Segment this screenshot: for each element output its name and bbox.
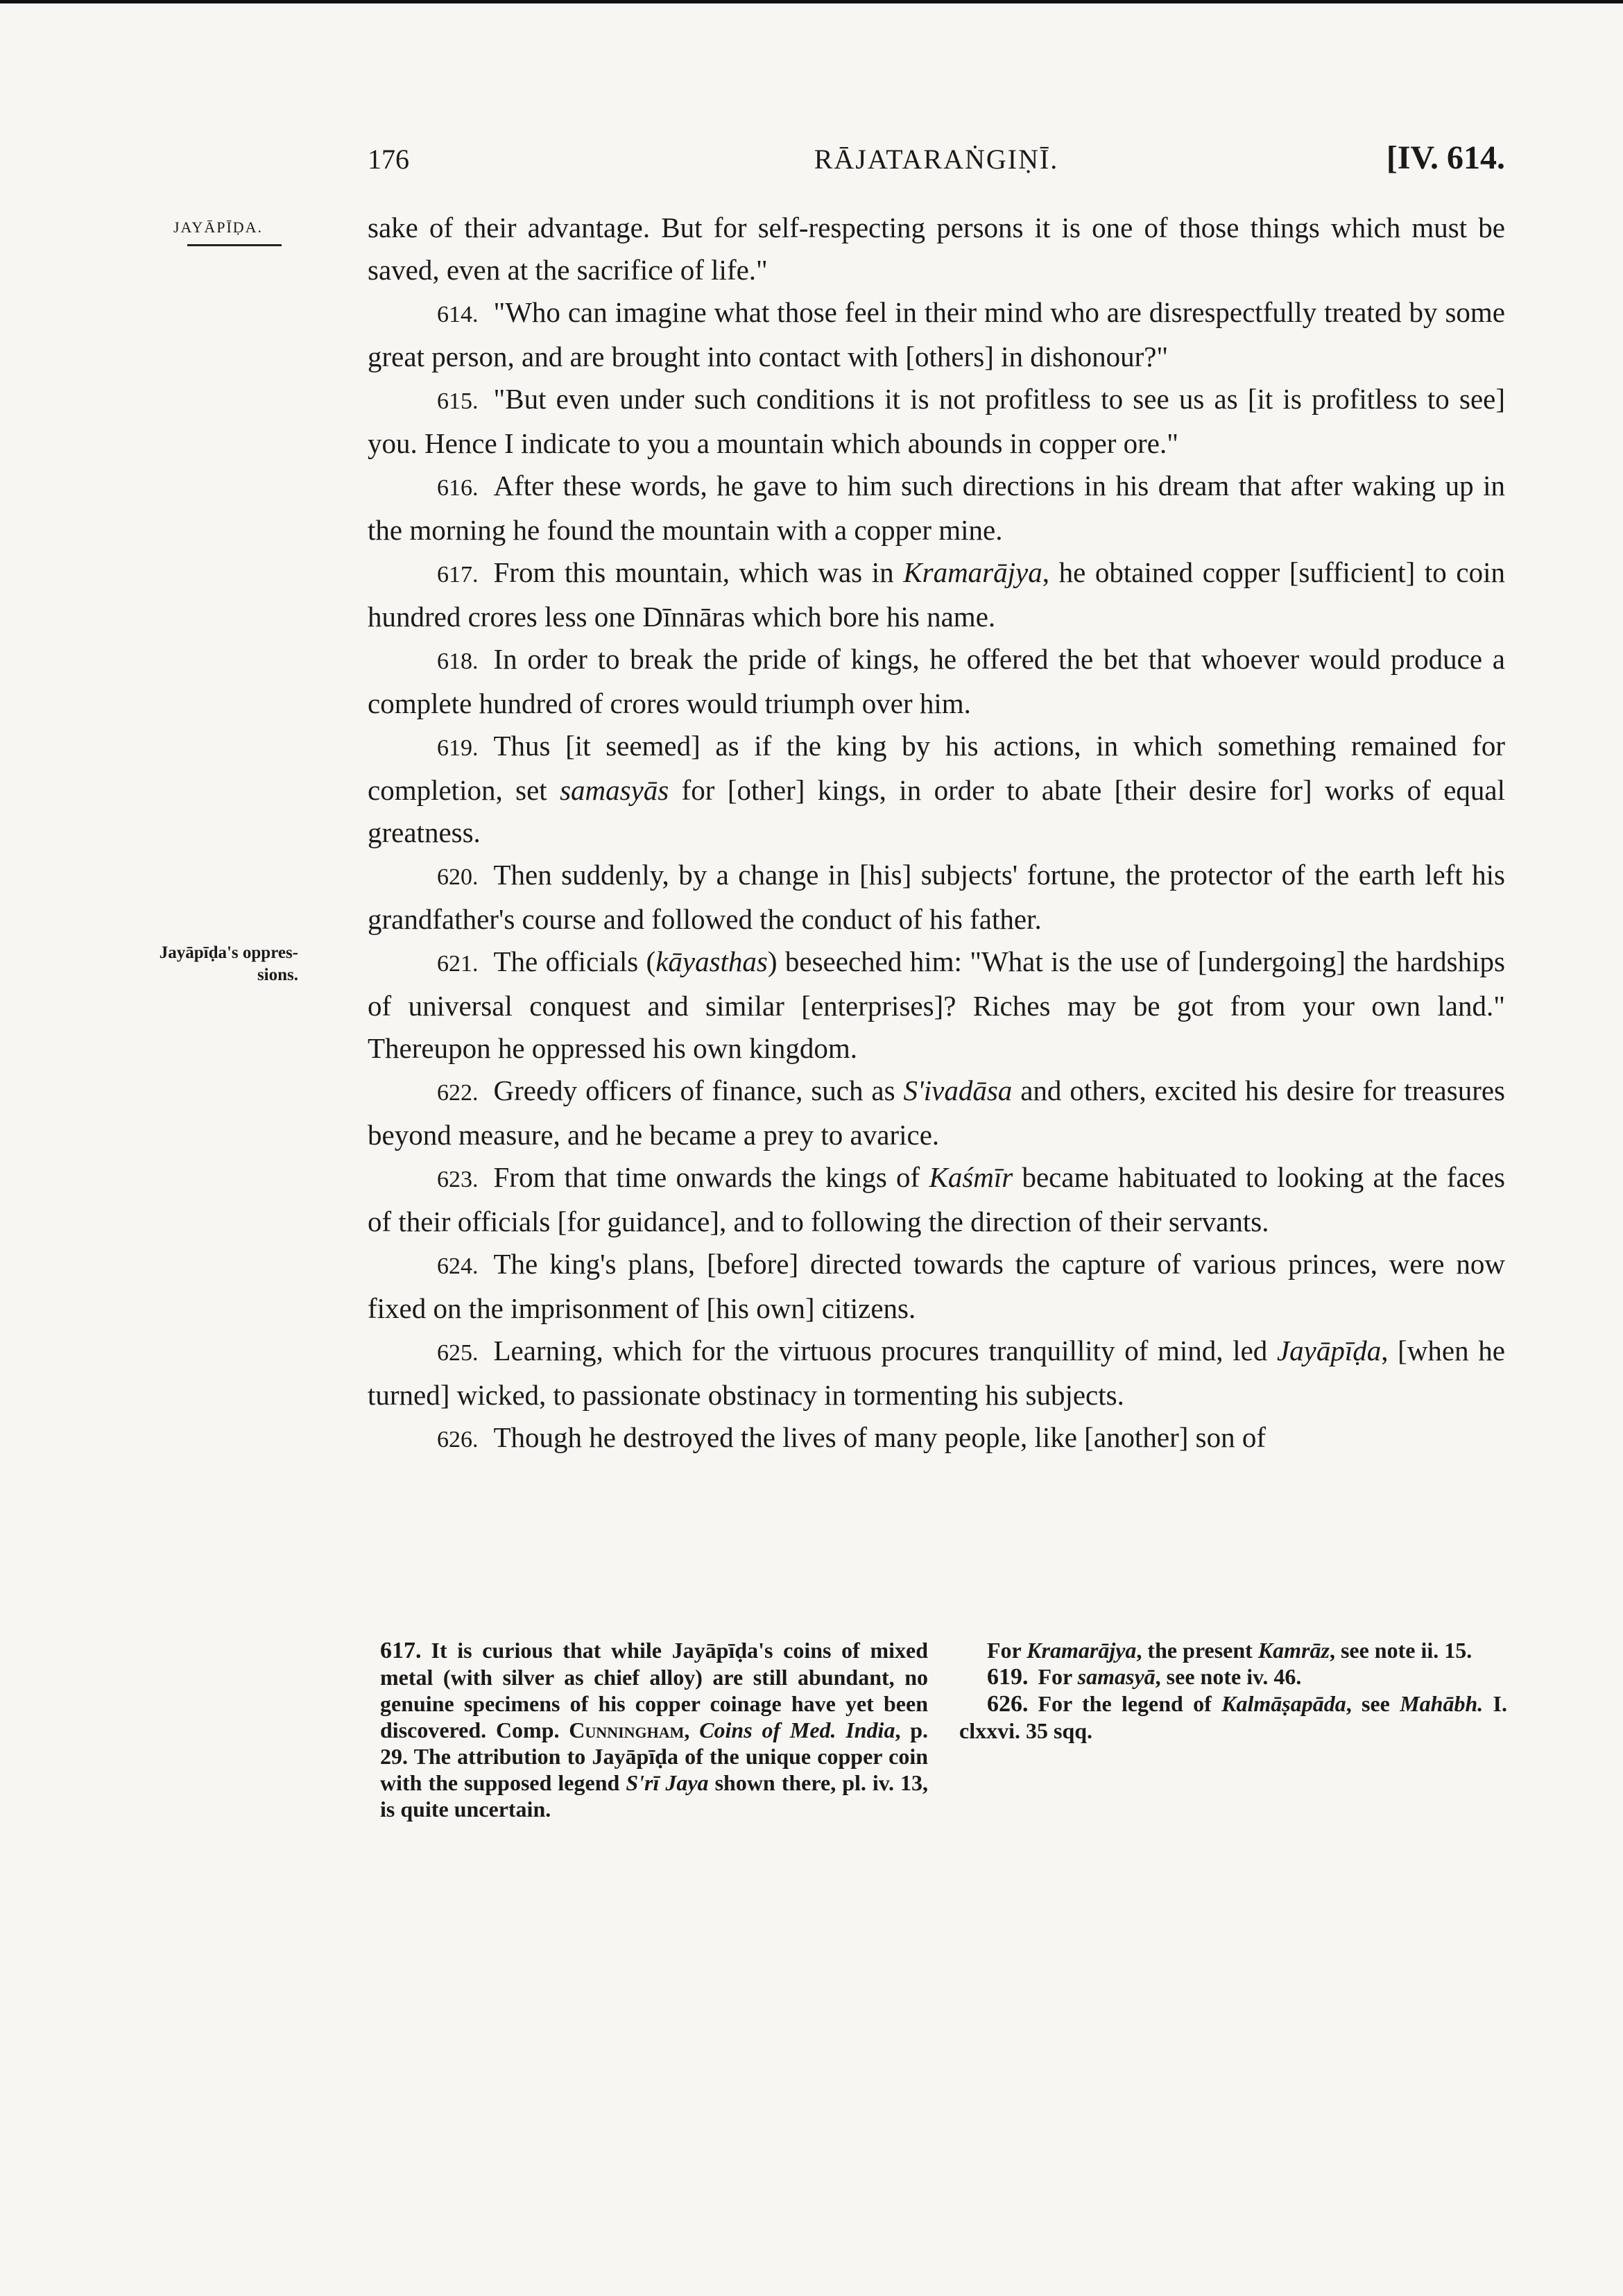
footnote-author: Cunningham [569, 1717, 685, 1742]
verse-text: "But even under such conditions it is not profitless to see us as [it is profitless to see] you. Hence I indicate to you a mountain which abounds in copper ore." [368, 383, 1505, 459]
verse-number: 623. [437, 1167, 479, 1192]
margin-running-title [173, 216, 291, 246]
footnote-text: , p. 29. The attribution to Jayāpīḍa of the unique copper coin with the supposed legend [380, 1717, 929, 1795]
page-number: 176 [368, 144, 409, 175]
verse-paragraph [368, 725, 1505, 854]
footnote-number: 626. [987, 1691, 1029, 1717]
footnote-italic: Kamrāz [1257, 1638, 1330, 1663]
verse-number: 621. [437, 951, 479, 977]
verse-text: , he obtained copper [sufficient] to coin hundred crores less one Dīnnāras which bore his name. [368, 556, 1505, 633]
book-title: RĀJATARAṄGIṆĪ. [814, 144, 1059, 175]
margin-rule [187, 244, 282, 246]
footnote-text: , see note ii. 15. [1329, 1638, 1472, 1663]
verse-number: 624. [437, 1253, 479, 1279]
footnote-text: I. clxxvi. 35 sqq. [959, 1691, 1507, 1743]
verse-paragraph [368, 1330, 1505, 1416]
running-head [368, 139, 1505, 185]
verse-paragraph [368, 854, 1505, 941]
verse-paragraph [368, 1243, 1505, 1330]
verse-number: 614. [437, 302, 479, 327]
verse-reference: [IV. 614. [1386, 139, 1505, 176]
margin-note-oppressions: Jayāpīḍa's oppres-sions. [159, 943, 298, 984]
footnote-number: 617. [380, 1638, 422, 1663]
verse-text: Greedy officers of finance, such as [493, 1074, 904, 1106]
verse-text: Thus [it seemed] as if the king by his actions, in which something remained for completion, set [368, 730, 1505, 806]
verse-text: ) beseeched him: "What is the use of [undergoing] the hardships of universal conquest and similar [enterprises]? Riches may be got from your own land." Thereupon he oppressed his own kingdom. [368, 945, 1505, 1064]
main-text [368, 207, 1505, 1461]
footnote-617 [380, 1637, 928, 1822]
footnote-italic: Coins of Med. India [699, 1717, 895, 1742]
verse-text: and others, excited his desire for treasures beyond measure, and he became a prey to avarice. [368, 1074, 1506, 1151]
footnote-text: , see note iv. 46. [1155, 1664, 1302, 1689]
footnote-column-left [380, 1637, 928, 1822]
verse-text: sake of their advantage. But for self-respecting persons it is one of those things which must be saved, even at the sacrifice of life." [368, 212, 1505, 286]
footnote-text: For the legend of [1038, 1691, 1222, 1716]
verse-text: The king's plans, [before] directed towards the capture of various princes, were now fixed on the imprisonment of [his own] citizens. [368, 1248, 1505, 1324]
verse-paragraph [368, 207, 1505, 291]
verse-text: The officials ( [493, 945, 656, 977]
footnote-italic: Kramarājya [1027, 1638, 1137, 1663]
verse-paragraph [368, 465, 1505, 551]
verse-italic: kāyasthas [655, 945, 768, 977]
verse-text: Though he destroyed the lives of many people, like [another] son of [493, 1421, 1266, 1453]
verse-paragraph [368, 941, 1505, 1070]
verse-text: After these words, he gave to him such directions in his dream that after waking up in the morning he found the mountain with a copper mine. [368, 470, 1505, 546]
verse-number: 622. [437, 1080, 479, 1106]
footnote-626 [959, 1690, 1507, 1744]
verse-text: for [other] kings, in order to abate [their desire for] works of equal greatness. [368, 774, 1505, 848]
footnote-text: , [684, 1717, 700, 1742]
verse-number: 617. [437, 562, 479, 588]
footnote-text: shown there, pl. iv. 13, is quite uncertain. [380, 1770, 929, 1822]
footnote-italic: samasyā [1077, 1664, 1156, 1689]
verse-paragraph [368, 1416, 1505, 1461]
verse-text: "Who can imagine what those feel in their mind who are disrespectfully treated by some great person, and are brought into contact with [others] in dishonour?" [368, 296, 1505, 372]
footnote-kramarajya [959, 1637, 1507, 1663]
verse-italic: Jayāpīḍa [1276, 1335, 1382, 1367]
footnote-italic: Kalmāṣapāda [1221, 1691, 1346, 1716]
verse-number: 619. [437, 735, 479, 761]
verse-number: 620. [437, 864, 479, 890]
footnote-italic: S'rī Jaya [626, 1770, 709, 1795]
verse-number: 626. [437, 1427, 479, 1453]
verse-italic: S'ivadāsa [903, 1074, 1013, 1106]
verse-paragraph [368, 638, 1505, 725]
footnote-number: 619. [987, 1664, 1029, 1690]
footnote-text: For [1038, 1664, 1078, 1689]
verse-italic: samasyās [560, 774, 669, 806]
verse-number: 625. [437, 1340, 479, 1366]
verse-paragraph [368, 1156, 1505, 1243]
verse-paragraph [368, 378, 1505, 465]
verse-text: From that time onwards the kings of [493, 1161, 929, 1193]
verse-text: Learning, which for the virtuous procures tranquillity of mind, led [493, 1335, 1277, 1367]
footnote-text: , the present [1136, 1638, 1258, 1663]
footnote-italic: Mahābh. [1400, 1691, 1484, 1716]
verse-text: Then suddenly, by a change in [his] subjects' fortune, the protector of the earth left his grandfather's course and followed the conduct of his father. [368, 859, 1505, 935]
footnotes [380, 1637, 1507, 1822]
verse-number: 616. [437, 475, 479, 501]
verse-text: From this mountain, which was in [493, 556, 904, 588]
footnote-619 [959, 1663, 1507, 1690]
verse-italic: Kaśmīr [929, 1161, 1013, 1193]
footnote-text: It is curious that while Jayāpīḍa's coins of mixed metal (with silver as chief alloy) are still abundant, no genuine specimens of his copper coinage have yet been discovered. Comp. [380, 1638, 928, 1742]
footnote-text: For [987, 1638, 1027, 1663]
footnote-text: , see [1346, 1691, 1400, 1716]
verse-text: In order to break the pride of kings, he offered the bet that whoever would produce a complete hundred of crores would triumph over him. [368, 643, 1505, 719]
margin-running-text: JAYĀPĪḌA. [173, 219, 264, 236]
footnote-column-right [959, 1637, 1507, 1822]
verse-number: 618. [437, 649, 479, 674]
verse-text: , [when he turned] wicked, to passionate obstinacy in tormenting his subjects. [368, 1335, 1505, 1411]
top-border-rule [0, 0, 1623, 3]
verse-text: became habituated to looking at the faces of their officials [for guidance], and to following the direction of their servants. [368, 1161, 1505, 1237]
verse-paragraph [368, 1070, 1505, 1156]
verse-paragraph [368, 551, 1505, 638]
verse-number: 615. [437, 388, 479, 414]
verse-italic: Kramarājya [903, 556, 1042, 588]
verse-paragraph [368, 291, 1505, 378]
